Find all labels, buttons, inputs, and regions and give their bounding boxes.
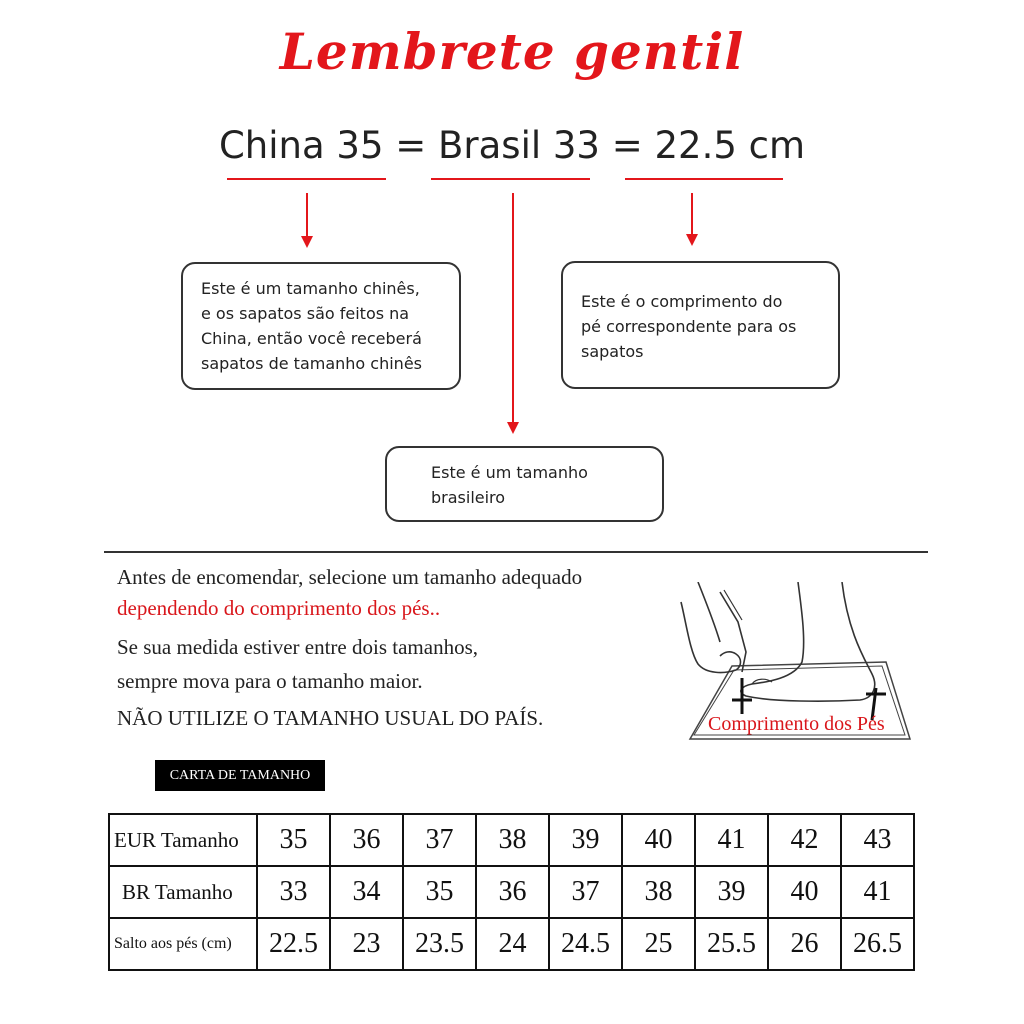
table-cell: 43 bbox=[841, 814, 914, 866]
brazil-size-box bbox=[385, 446, 664, 522]
table-cell: 37 bbox=[549, 866, 622, 918]
table-row bbox=[109, 866, 914, 918]
table-cell: 41 bbox=[695, 814, 768, 866]
foot-length-box bbox=[561, 261, 840, 389]
china-box-line: e os sapatos são feitos na bbox=[201, 304, 410, 323]
table-cell: 38 bbox=[622, 866, 695, 918]
table-row bbox=[109, 918, 914, 970]
table-cell: 37 bbox=[403, 814, 476, 866]
table-cell: 24 bbox=[476, 918, 549, 970]
table-cell: 36 bbox=[476, 866, 549, 918]
instruction-line: Se sua medida estiver entre dois tamanhos, bbox=[117, 635, 478, 659]
brasil-arrow-icon bbox=[507, 422, 519, 434]
instruction-warning: NÃO UTILIZE O TAMANHO USUAL DO PAÍS. bbox=[117, 706, 544, 730]
china-box-line: China, então você receberá bbox=[201, 329, 422, 348]
table-cell: 22.5 bbox=[257, 918, 330, 970]
table-cell: 40 bbox=[622, 814, 695, 866]
china-size-box bbox=[181, 262, 461, 390]
china-underline bbox=[227, 178, 386, 180]
table-cell: 39 bbox=[549, 814, 622, 866]
instruction-line: sempre mova para o tamanho maior. bbox=[117, 669, 423, 693]
brazil-box-line: brasileiro bbox=[431, 488, 506, 507]
table-cell: 35 bbox=[257, 814, 330, 866]
table-cell: 24.5 bbox=[549, 918, 622, 970]
table-cell: 36 bbox=[330, 814, 403, 866]
cm-arrow-line bbox=[691, 193, 693, 235]
foot-length-label: Comprimento dos Pés bbox=[708, 713, 885, 735]
row-header: BR Tamanho bbox=[109, 866, 257, 918]
length-box-line: pé correspondente para os bbox=[581, 317, 797, 336]
table-cell: 39 bbox=[695, 866, 768, 918]
table-cell: 25.5 bbox=[695, 918, 768, 970]
table-cell: 35 bbox=[403, 866, 476, 918]
table-cell: 33 bbox=[257, 866, 330, 918]
table-cell: 34 bbox=[330, 866, 403, 918]
table-cell: 26.5 bbox=[841, 918, 914, 970]
table-cell: 26 bbox=[768, 918, 841, 970]
china-box-line: sapatos de tamanho chinês bbox=[201, 354, 422, 373]
table-cell: 38 bbox=[476, 814, 549, 866]
table-row bbox=[109, 814, 914, 866]
brazil-box-line: Este é um tamanho bbox=[431, 463, 588, 482]
china-arrow-icon bbox=[301, 236, 313, 248]
table-cell: 23.5 bbox=[403, 918, 476, 970]
size-equation: China 35 = Brasil 33 = 22.5 cm bbox=[218, 124, 806, 167]
instruction-line: Antes de encomendar, selecione um tamanho adequado bbox=[117, 565, 583, 589]
table-cell: 23 bbox=[330, 918, 403, 970]
china-arrow-line bbox=[306, 193, 308, 237]
instruction-line-highlight: dependendo do comprimento dos pés.. bbox=[117, 596, 441, 620]
china-box-line: Este é um tamanho chinês, bbox=[201, 279, 420, 298]
page-title: Lembrete gentil bbox=[279, 22, 745, 81]
length-box-line: Este é o comprimento do bbox=[581, 292, 783, 311]
brasil-arrow-line bbox=[512, 193, 514, 423]
table-cell: 25 bbox=[622, 918, 695, 970]
table-cell: 40 bbox=[768, 866, 841, 918]
cm-underline bbox=[625, 178, 783, 180]
size-chart-badge: CARTA DE TAMANHO bbox=[155, 760, 325, 791]
row-header: EUR Tamanho bbox=[109, 814, 257, 866]
cm-arrow-icon bbox=[686, 234, 698, 246]
row-header: Salto aos pés (cm) bbox=[109, 918, 257, 970]
size-chart-table bbox=[108, 813, 915, 971]
section-divider bbox=[104, 551, 928, 553]
brasil-underline bbox=[431, 178, 590, 180]
table-cell: 42 bbox=[768, 814, 841, 866]
table-cell: 41 bbox=[841, 866, 914, 918]
length-box-line: sapatos bbox=[581, 342, 644, 361]
